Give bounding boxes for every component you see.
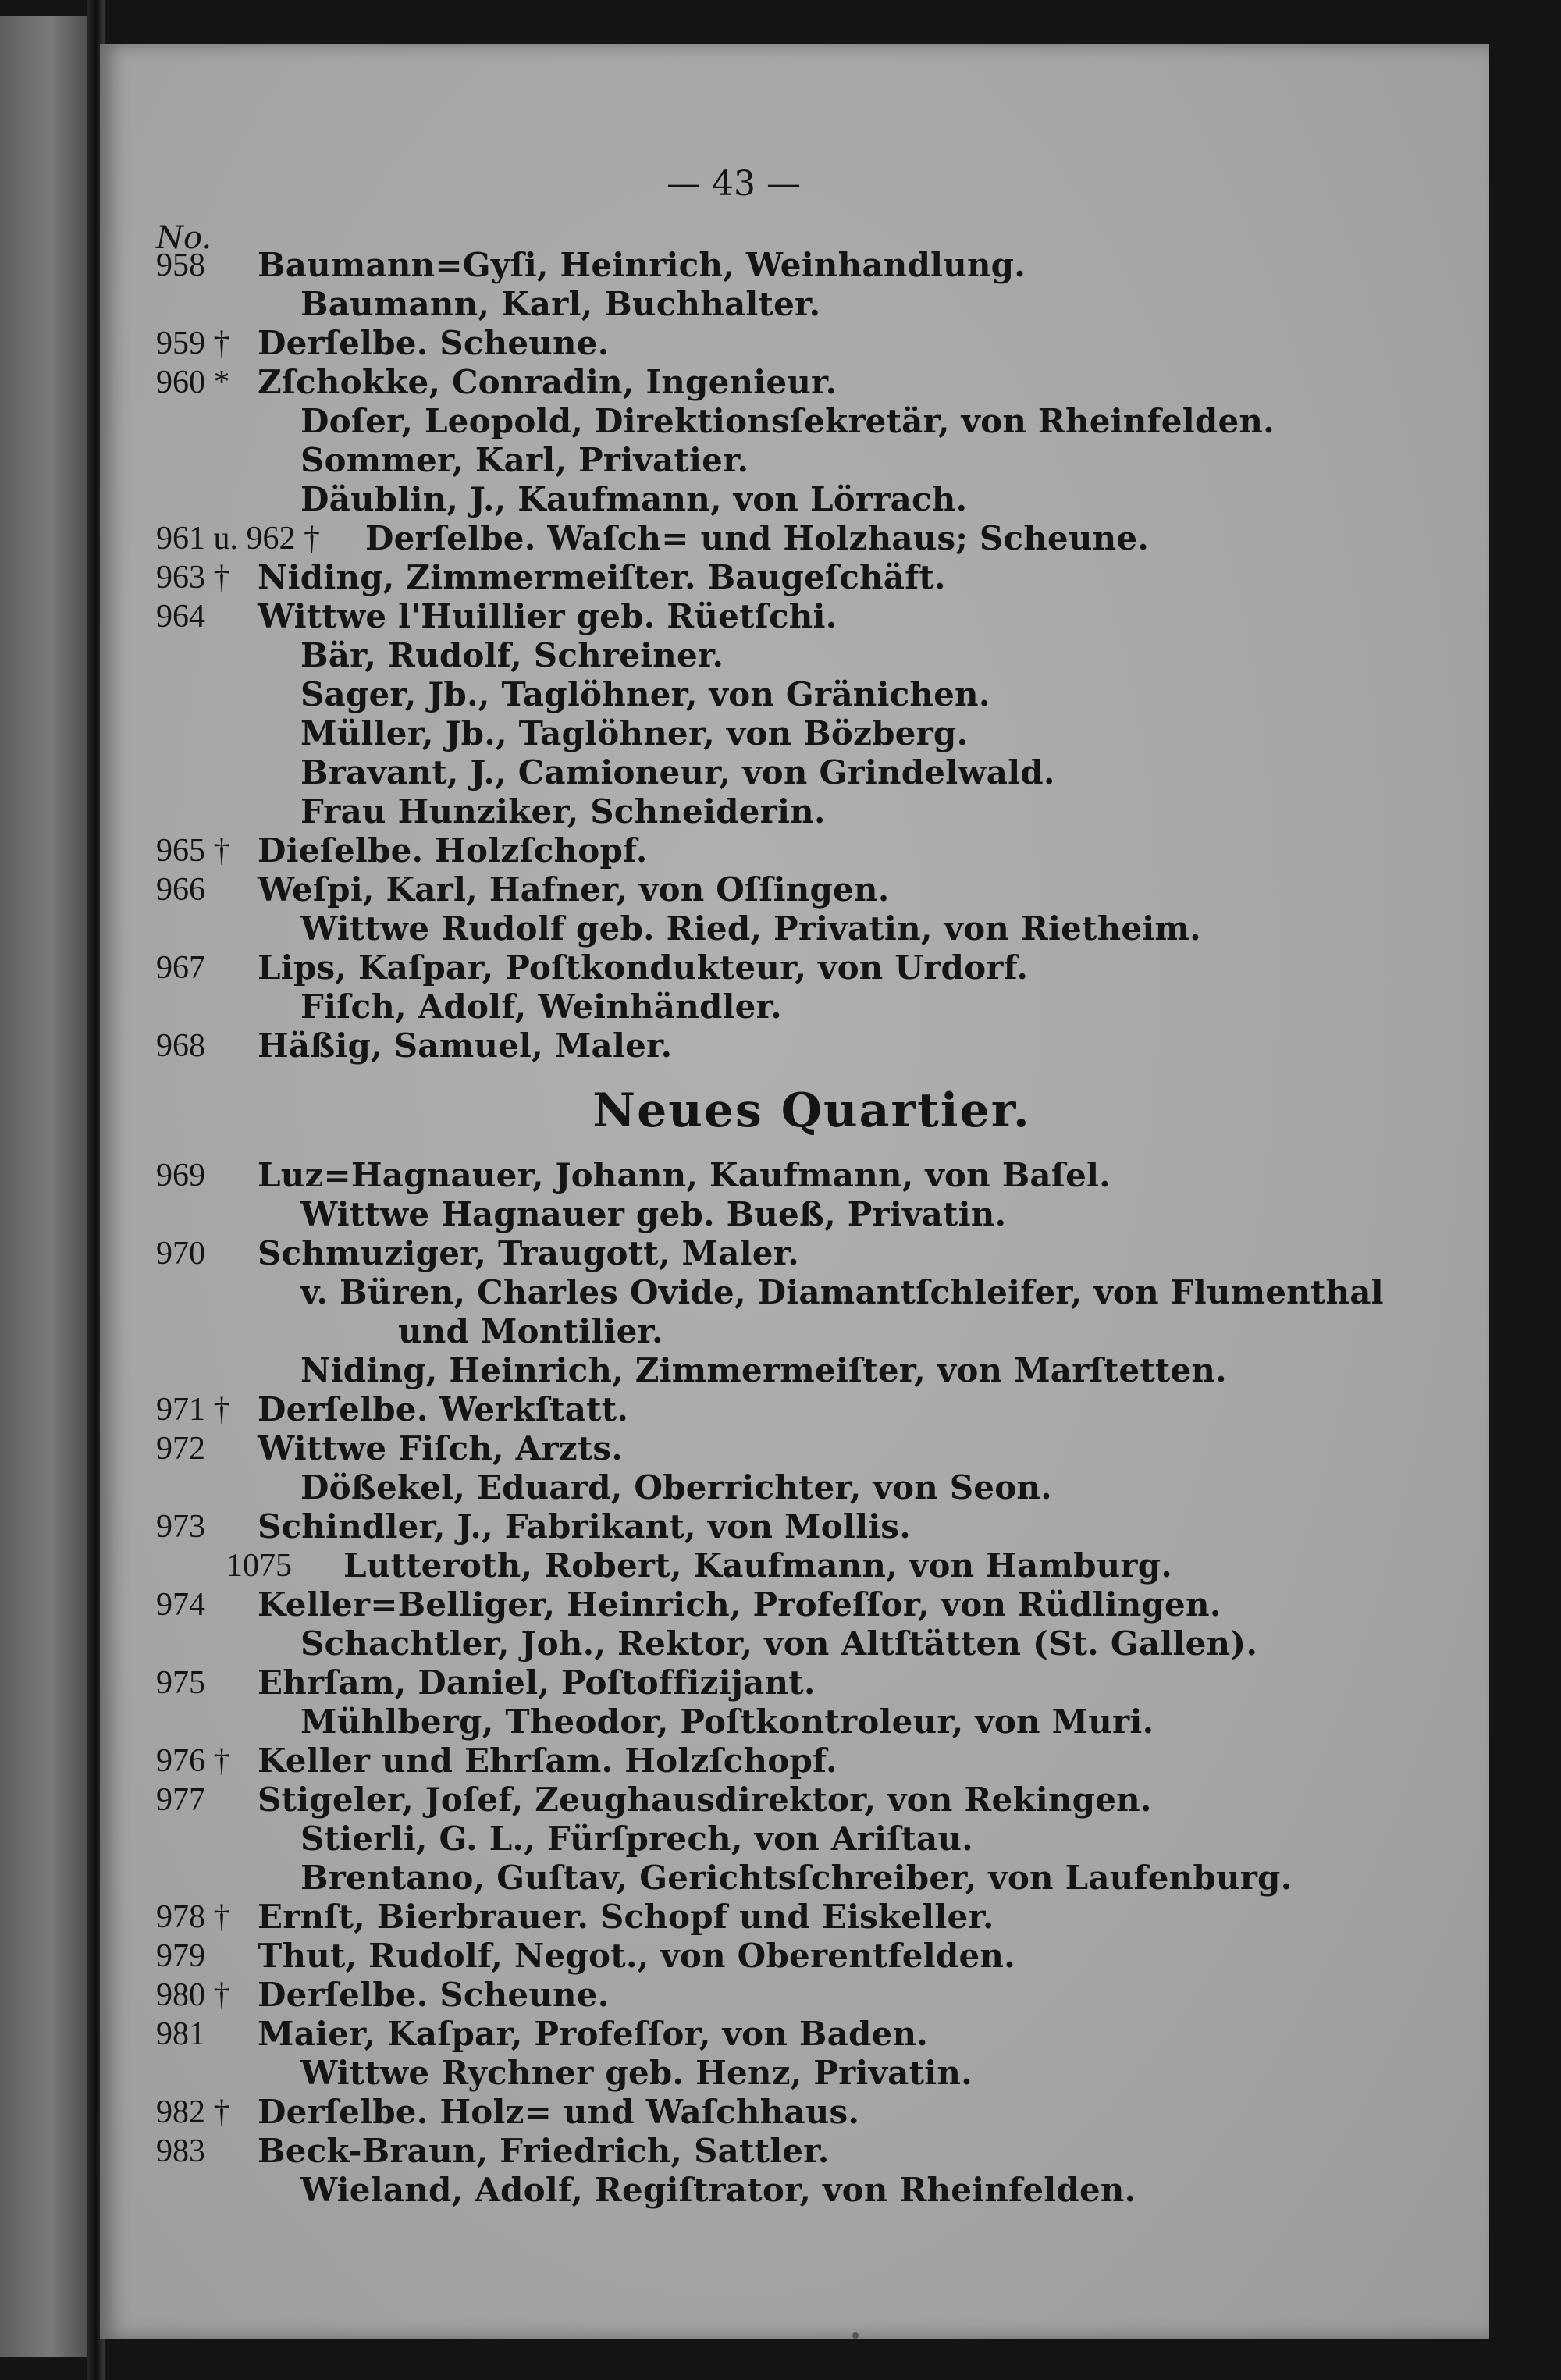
entry-number: 968: [156, 1028, 205, 1064]
list-item: [0, 634, 1561, 678]
entry-text: Bravant, J., Camioneur, von Grindelwald.: [300, 753, 1055, 792]
list-item: [0, 439, 1561, 482]
list-item: [0, 673, 1561, 717]
list-item: [0, 2090, 1561, 2134]
entry-text: Dieſelbe. Holzſchopf.: [258, 831, 648, 870]
entry-text: Ehrſam, Daniel, Poſtoffizijant.: [258, 1663, 816, 1702]
entry-text: Wittwe Hagnauer geb. Bueß, Privatin.: [300, 1195, 1007, 1233]
entry-text: Niding, Zimmermeiſter. Baugeſchäft.: [258, 558, 946, 596]
entry-text: v. Büren, Charles Ovide, Diamantſchleifer, von Flumenthal: [300, 1273, 1384, 1311]
entry-number: 982 †: [156, 2094, 230, 2130]
entry-number: 965 †: [156, 833, 230, 869]
entry-number: 972: [156, 1431, 205, 1467]
entry-number: 958: [156, 247, 205, 283]
entry-text: Wittwe Rychner geb. Henz, Privatin.: [300, 2054, 973, 2092]
list-item: [0, 1427, 1561, 1471]
list-item: [0, 868, 1561, 912]
entry-text: Müller, Jb., Taglöhner, von Bözberg.: [300, 714, 969, 752]
entry-text: Derſelbe. Scheune.: [258, 1976, 610, 2014]
entry-number: 983: [156, 2133, 205, 2169]
entry-text: Ernſt, Bierbrauer. Schopf und Eiskeller.: [258, 1898, 994, 1936]
list-item: [0, 790, 1561, 834]
entry-text: Häßig, Samuel, Maler.: [258, 1026, 673, 1065]
entry-text: Brentano, Guſtav, Gerichtsſchreiber, von Laufenburg.: [300, 1859, 1293, 1897]
entry-number: 964: [156, 599, 205, 635]
entry-number: 963 †: [156, 560, 230, 596]
list-item: [0, 361, 1561, 404]
entry-text: Lutteroth, Robert, Kaufmann, von Hamburg.: [343, 1546, 1173, 1585]
list-item: [0, 985, 1561, 1029]
list-item: [0, 1232, 1561, 1275]
list-item: [0, 1739, 1561, 1783]
entry-number: 959 †: [156, 326, 230, 361]
list-item: [0, 2168, 1561, 2212]
entry-text: Wieland, Adolf, Regiſtrator, von Rheinfelden.: [300, 2171, 1136, 2209]
list-item: [0, 1973, 1561, 2017]
entry-number: 977: [156, 1782, 205, 1818]
entry-text: Schindler, J., Fabrikant, von Mollis.: [258, 1507, 912, 1546]
entry-text: Baumann=Gyſi, Heinrich, Weinhandlung.: [258, 246, 1026, 284]
entry-number: 971 †: [156, 1392, 230, 1428]
list-item: [0, 244, 1561, 287]
entry-text: Stigeler, Joſef, Zeughausdirektor, von Rekingen.: [258, 1781, 1152, 1819]
number-column-label: No.: [156, 220, 212, 256]
list-item: [0, 1193, 1561, 1236]
entry-number: 976 †: [156, 1743, 230, 1779]
list-item: [0, 907, 1561, 951]
list-item: [0, 1778, 1561, 1822]
entry-number: 967: [156, 950, 205, 986]
entry-text: Baumann, Karl, Buchhalter.: [300, 285, 821, 323]
list-item: [0, 1349, 1561, 1393]
entry-number: 980 †: [156, 1977, 230, 2013]
list-item: [0, 1388, 1561, 1432]
list-item: [0, 946, 1561, 990]
list-item: [0, 1622, 1561, 1666]
entry-text: Wittwe l'Huillier geb. Rüetſchi.: [258, 597, 837, 635]
entry-text: Niding, Heinrich, Zimmermeiſter, von Marſtetten.: [300, 1351, 1227, 1389]
list-item: [0, 1700, 1561, 1744]
list-item: [0, 1505, 1561, 1549]
entry-text: Sager, Jb., Taglöhner, von Gränichen.: [300, 675, 990, 713]
entry-text: Mühlberg, Theodor, Poſtkontroleur, von Muri.: [300, 1702, 1154, 1741]
list-item: [0, 2012, 1561, 2056]
entry-number: 969: [156, 1158, 205, 1194]
entry-text: Schachtler, Joh., Rektor, von Altſtätten (St. Gallen).: [300, 1624, 1258, 1663]
list-item: [0, 556, 1561, 599]
list-item: [0, 1583, 1561, 1627]
entry-text: Lips, Kaſpar, Poſtkondukteur, von Urdorf.: [258, 948, 1029, 987]
entry-number: 960 *: [156, 365, 230, 400]
entry-number: 961 u. 962 †: [156, 521, 320, 557]
list-item: [0, 400, 1561, 443]
entry-text: Derſelbe. Werkſtatt.: [258, 1390, 629, 1428]
entry-text: Frau Hunziker, Schneiderin.: [300, 792, 826, 831]
entry-number: 973: [156, 1509, 205, 1545]
list-item: [0, 1271, 1561, 1315]
list-item: [0, 283, 1561, 326]
page-number: — 43 —: [667, 164, 801, 204]
entry-number: 966: [156, 872, 205, 908]
entry-text: Sommer, Karl, Privatier.: [300, 441, 749, 479]
entry-text: Stierli, G. L., Fürſprech, von Ariſtau.: [300, 1820, 973, 1858]
entry-text: Beck-Braun, Friedrich, Sattler.: [258, 2132, 830, 2170]
page-speck: [852, 2332, 859, 2339]
list-item: [0, 712, 1561, 756]
list-item: [0, 1154, 1561, 1197]
list-item: [0, 1310, 1561, 1354]
entry-text: Dößekel, Eduard, Oberrichter, von Seon.: [300, 1468, 1052, 1507]
entry-text: Doſer, Leopold, Direktionsſekretär, von Rheinfelden.: [300, 402, 1275, 440]
entry-number: 974: [156, 1587, 205, 1623]
list-item: [0, 1024, 1561, 1068]
list-item: [0, 322, 1561, 365]
list-item: [0, 2051, 1561, 2095]
entry-text: und Montilier.: [398, 1312, 663, 1350]
entry-text: Derſelbe. Scheune.: [258, 324, 610, 362]
entry-number: 970: [156, 1236, 205, 1272]
list-item: [0, 478, 1561, 521]
entry-text: Weſpi, Karl, Hafner, von Oſſingen.: [258, 870, 890, 909]
entry-number: 981: [156, 2016, 205, 2052]
entry-text: Fiſch, Adolf, Weinhändler.: [300, 987, 782, 1026]
entry-text: Däublin, J., Kaufmann, von Lörrach.: [300, 480, 968, 518]
entry-text: Wittwe Rudolf geb. Ried, Privatin, von Rietheim.: [300, 909, 1201, 948]
entry-text: Thut, Rudolf, Negot., von Oberentfelden.: [258, 1937, 1015, 1975]
entry-text: Zſchokke, Conradin, Ingenieur.: [258, 363, 837, 401]
list-item: [0, 1856, 1561, 1900]
entry-text: Schmuziger, Traugott, Maler.: [258, 1234, 800, 1272]
list-item: [0, 1661, 1561, 1705]
entry-text: Luz=Hagnauer, Johann, Kaufmann, von Baſel.: [258, 1156, 1111, 1194]
list-item: [0, 517, 1561, 560]
entry-text: Derſelbe. Waſch= und Holzhaus; Scheune.: [365, 519, 1150, 557]
entry-text: Keller und Ehrſam. Holzſchopf.: [258, 1741, 837, 1780]
entry-text: Bär, Rudolf, Schreiner.: [300, 636, 724, 674]
list-item: [0, 751, 1561, 795]
list-item: [0, 829, 1561, 873]
list-item: [0, 595, 1561, 639]
list-item: [0, 1544, 1561, 1588]
list-item: [0, 1466, 1561, 1510]
entry-text: Derſelbe. Holz= und Waſchhaus.: [258, 2093, 860, 2131]
entry-number: 975: [156, 1665, 205, 1701]
list-item: [0, 1895, 1561, 1939]
list-item: [0, 1817, 1561, 1861]
entry-number: 978 †: [156, 1899, 230, 1935]
list-item: [0, 1934, 1561, 1978]
section-heading: Neues Quartier.: [592, 1083, 1031, 1138]
entry-text: Wittwe Fiſch, Arzts.: [258, 1429, 624, 1467]
list-item: [0, 2129, 1561, 2173]
entry-text: Keller=Belliger, Heinrich, Profeſſor, von Rüdlingen.: [258, 1585, 1221, 1624]
entry-number: 1075: [226, 1548, 292, 1584]
entry-number: 979: [156, 1938, 205, 1974]
entry-text: Maier, Kaſpar, Profeſſor, von Baden.: [258, 2015, 929, 2053]
